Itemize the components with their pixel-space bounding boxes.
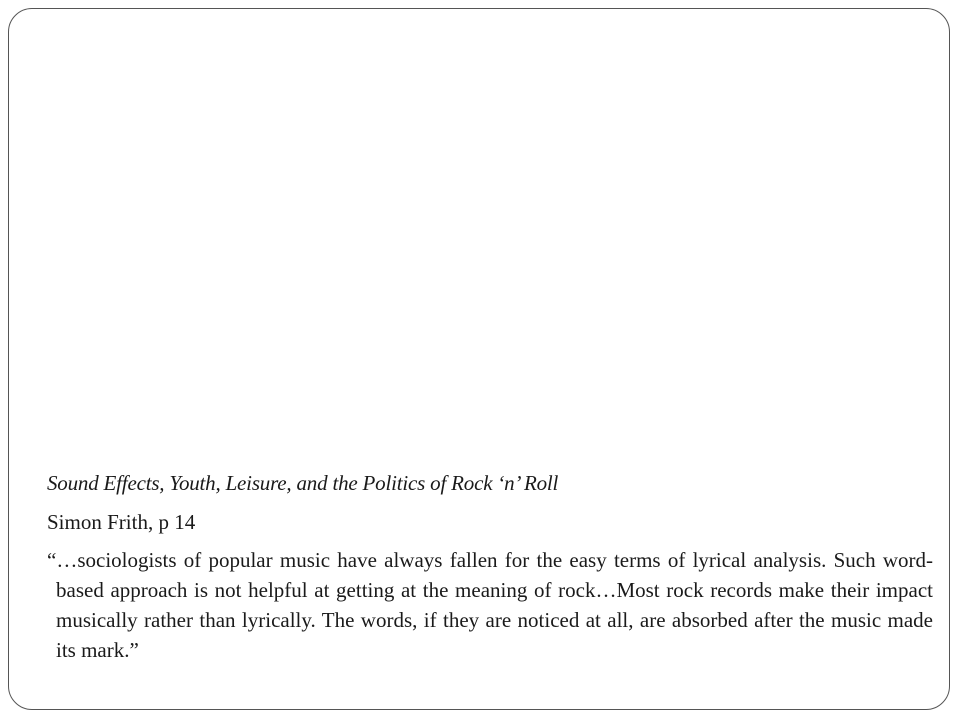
book-title: Sound Effects, Youth, Leisure, and the Politics of Rock ‘n’ Roll: [47, 471, 559, 495]
author-attribution: Simon Frith, p 14: [47, 510, 196, 534]
slide-frame: [8, 8, 950, 710]
text-block: [47, 467, 933, 665]
quotation: “…sociologists of popular music have always fallen for the easy terms of lyrical analysis. Such word-based approach is not helpful at getting at the meaning of rock…Most rock records make their impact musically rather than lyrically. The words, if they are noticed at all, are absorbed after the music made its mark.”: [47, 548, 933, 662]
